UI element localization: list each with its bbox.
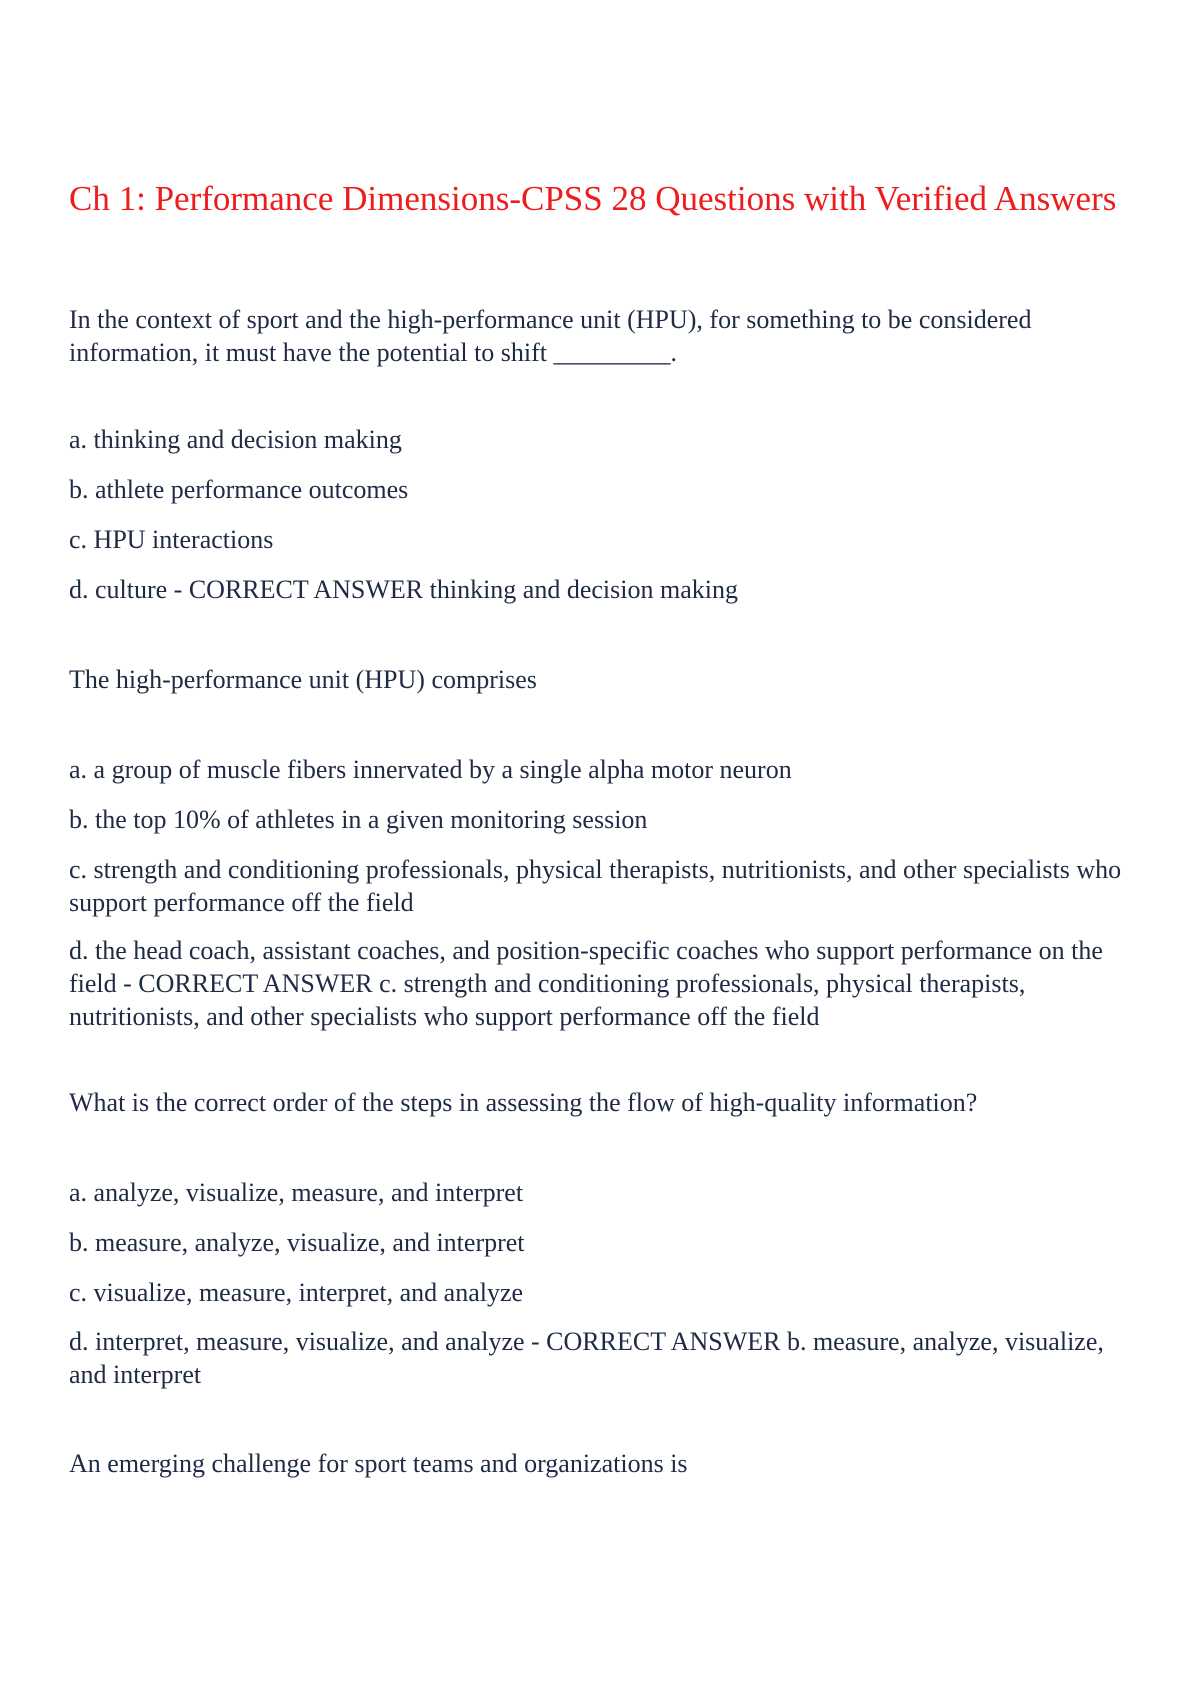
document-title: Ch 1: Performance Dimensions-CPSS 28 Questions with Verified Answers	[69, 179, 1117, 218]
question-3-option-d: d. interpret, measure, visualize, and analyze - CORRECT ANSWER b. measure, analyze, visualize, and interpret	[69, 1327, 1104, 1389]
question-2-option-c: c. strength and conditioning professionals, physical therapists, nutritionists, and other specialists who support performance off the field	[69, 855, 1122, 917]
question-1-option-b: b. athlete performance outcomes	[69, 475, 409, 504]
question-3-prompt: What is the correct order of the steps in assessing the flow of high-quality information?	[69, 1088, 978, 1117]
question-1-option-d: d. culture - CORRECT ANSWER thinking and decision making	[69, 575, 738, 604]
question-1-option-a: a. thinking and decision making	[69, 425, 402, 454]
question-3-option-b: b. measure, analyze, visualize, and interpret	[69, 1228, 525, 1257]
question-1-prompt: In the context of sport and the high-performance unit (HPU), for something to be considered information, it must have the potential to shift _________.	[69, 305, 1032, 367]
question-2-prompt: The high-performance unit (HPU) comprises	[69, 665, 537, 694]
question-2-option-d: d. the head coach, assistant coaches, and position-specific coaches who support performance on the field - CORRECT ANSWER c. strength and conditioning professionals, physical therapists, nutritionists, and other specialists who support performance off the field	[69, 936, 1103, 1031]
question-3-option-c: c. visualize, measure, interpret, and analyze	[69, 1278, 524, 1307]
question-1-option-c: c. HPU interactions	[69, 525, 274, 554]
question-3-option-a: a. analyze, visualize, measure, and interpret	[69, 1178, 524, 1207]
question-4-prompt: An emerging challenge for sport teams and organizations is	[69, 1449, 688, 1478]
question-2-option-b: b. the top 10% of athletes in a given monitoring session	[69, 805, 648, 834]
question-2-option-a: a. a group of muscle fibers innervated by a single alpha motor neuron	[69, 755, 792, 784]
